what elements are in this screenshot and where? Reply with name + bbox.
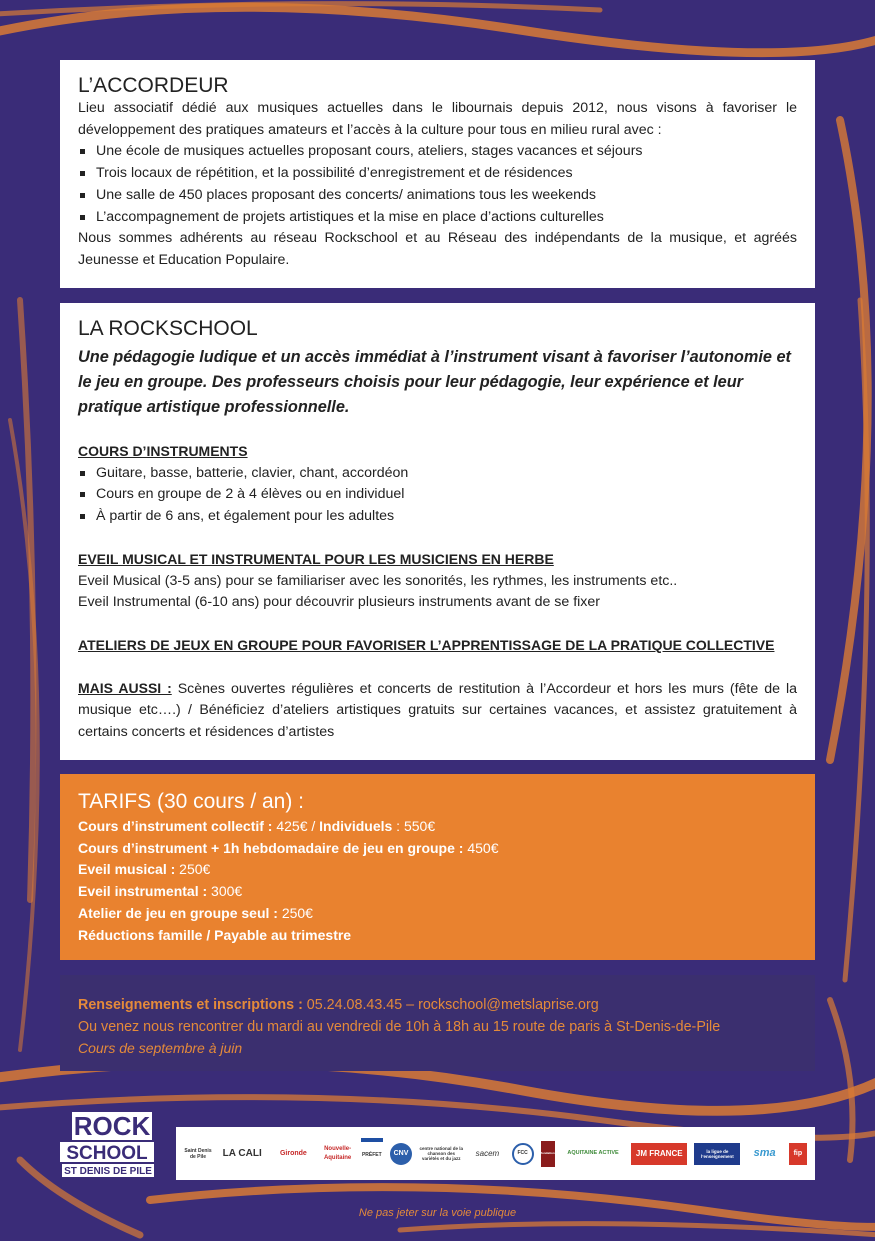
footnote: Ne pas jeter sur la voie publique [358, 1207, 517, 1219]
la-cali-logo: LA CALI [222, 1148, 262, 1159]
tarif-line: Eveil instrumental : 300€ [78, 883, 243, 900]
list-item: Guitare, basse, batterie, clavier, chant, accordéon [78, 463, 797, 485]
cours-list [78, 463, 797, 528]
fondation-logo: fondation [541, 1141, 555, 1167]
svg-text:ST DENIS DE PILE: ST DENIS DE PILE [64, 1166, 152, 1177]
mais-aussi-label: MAIS AUSSI : [78, 679, 172, 696]
svg-text:ROCK: ROCK [73, 1111, 151, 1141]
gironde-logo: Gironde [279, 1150, 307, 1157]
address-line: Ou venez nous rencontrer du mardi au vendredi de 10h à 18h au 15 route de paris à St-Denis-de-Pile [78, 1018, 721, 1035]
nouvelle-aquitaine-logo: Nouvelle-Aquitaine [323, 1145, 352, 1161]
list-item: Une école de musiques actuelles proposant cours, ateliers, stages vacances et séjours [78, 141, 797, 163]
rockschool-section [60, 303, 815, 760]
tarifs-title: TARIFS (30 cours / an) : [78, 790, 305, 813]
aquitaine-active-logo: AQUITAINE ACTIVE [567, 1150, 619, 1156]
tarif-line: Cours d’instrument + 1h hebdomadaire de jeu en groupe : 450€ [78, 839, 499, 856]
list-item: Cours en groupe de 2 à 4 élèves ou en individuel [78, 484, 797, 506]
rockschool-title: LA ROCKSCHOOL [78, 317, 258, 340]
eveil-heading: EVEIL MUSICAL ET INSTRUMENTAL POUR LES MUSICIENS EN HERBE [78, 550, 554, 567]
eveil-line: Eveil Instrumental (6-10 ans) pour découvrir plusieurs instruments avant de se fixer [78, 594, 601, 611]
list-item: Une salle de 450 places proposant des concerts/ animations tous les weekends [78, 185, 797, 207]
svg-text:SCHOOL: SCHOOL [66, 1143, 148, 1164]
accordeur-title: L’ACCORDEUR [78, 74, 229, 97]
list-item: Trois locaux de répétition, et la possibilité d’enregistrement et de résidences [78, 163, 797, 185]
sacem-logo: sacem [475, 1149, 500, 1158]
eveil-line: Eveil Musical (3-5 ans) pour se familiariser avec les sonorités, les rythmes, les instruments etc.. [78, 572, 678, 589]
accordeur-list [78, 141, 797, 228]
partner-logos [176, 1127, 815, 1180]
sma-logo: sma [753, 1147, 776, 1159]
contact-details[interactable]: 05.24.08.43.45 – rockschool@metslaprise.org [302, 997, 599, 1013]
fip-logo: fip [789, 1143, 807, 1165]
mais-aussi-paragraph [78, 678, 797, 744]
tarifs-section [60, 774, 815, 960]
prefet-logo: PRÉFET [361, 1138, 383, 1170]
list-item: L’accompagnement de projets artistiques et la mise en place d’actions culturelles [78, 207, 797, 229]
contact-line: Renseignements et inscriptions : 05.24.08.43.45 – rockschool@metslaprise.org [78, 997, 599, 1013]
fcc-logo: FCC [512, 1143, 534, 1165]
rockschool-logo [58, 1110, 156, 1180]
season-line: Cours de septembre à juin [78, 1040, 243, 1057]
accordeur-intro: Lieu associatif dédié aux musiques actuelles dans le libournais depuis 2012, nous visons à favoriser le développement des pratiques amateurs et l’accès à la culture pour tous en milieu rural avec : [78, 100, 797, 138]
cours-heading: COURS D’INSTRUMENTS [78, 443, 248, 459]
ligue-enseignement-logo: la ligue de l’enseignement [694, 1143, 740, 1165]
accordeur-section [60, 60, 815, 288]
cnv-logo: CNV [390, 1143, 412, 1165]
tarif-line: Atelier de jeu en groupe seul : 250€ [78, 904, 313, 921]
tarif-line: Réductions famille / Payable au trimestre [78, 926, 352, 943]
mais-aussi-text: Scènes ouvertes régulières et concerts de restitution à l’Accordeur et hors les murs (fête de la musique etc….) / Bénéficiez d’ateliers artistiques gratuits sur certaines vacances, et assistez gratuitement à certains concerts et résidences d’artistes [78, 680, 797, 741]
rockschool-lead: Une pédagogie ludique et un accès immédiat à l’instrument visant à favoriser l’autonomie et le jeu en groupe. Des professeurs choisis pour leur pédagogie, leur expérience et leur pratique artistique professionnelle. [78, 348, 791, 416]
saint-denis-de-pile-logo: Saint Denis de Pile [184, 1147, 212, 1160]
accordeur-outro: Nous sommes adhérents au réseau Rockschool et au Réseau des indépendants de la musique, et agréés Jeunesse et Education Populaire. [78, 230, 797, 268]
list-item: À partir de 6 ans, et également pour les adultes [78, 506, 797, 528]
info-section [60, 975, 815, 1071]
cnv-text-logo: centre national de la chanson des variétés et du jazz [419, 1146, 463, 1161]
tarif-line: Cours d’instrument collectif : 425€ / Individuels : 550€ [78, 818, 436, 834]
ateliers-heading: ATELIERS DE JEUX EN GROUPE POUR FAVORISER L’APPRENTISSAGE DE LA PRATIQUE COLLECTIVE [78, 636, 775, 653]
tarif-line: Eveil musical : 250€ [78, 861, 211, 878]
jm-france-logo: JM FRANCE [631, 1143, 687, 1165]
